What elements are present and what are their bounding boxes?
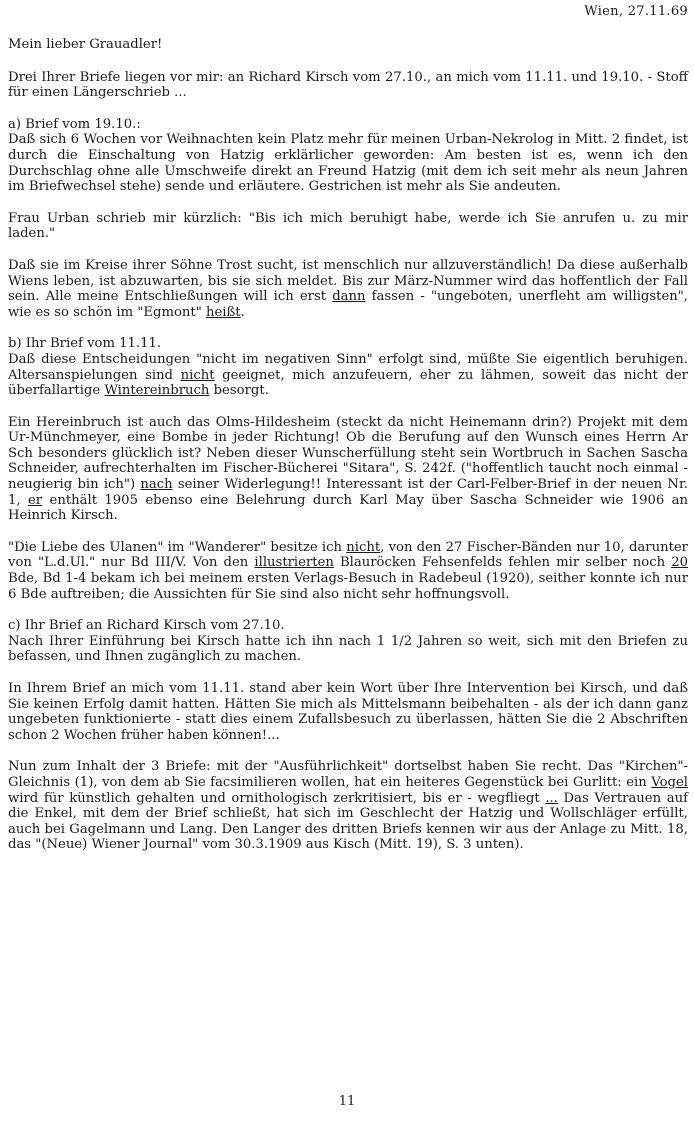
body-paragraph: [8, 634, 688, 665]
text-segment: Nach Ihrer Einführung bei Kirsch hatte ich ihn nach 1 1/2 Jahren so weit, sich mit den Briefen zu befassen, und Ihnen zugänglich zu machen.: [8, 633, 688, 665]
text-segment: fassen - "ungeboten, unerfleht am willigsten", wie es so schön im "Egmont": [8, 289, 688, 320]
text-segment: Ein Hereinbruch ist auch das Olms-Hildesheim (steckt da nicht Heinemann drin?) Projekt mit dem Ur-Münchmeyer, eine Bombe in jeder Richtung! Ob die Berufung auf den Wunsch eines Herrn Ar Sch besonders glücklich ist? Neben dieser Wunscherfüllung steht sein Wortbruch in Sachen Sascha Schneider, aufrechterhalten im Fischer-Bücherei "Sitara", S. 242f. ("hoffentlich taucht noch einmal - neugierig bin ich"): [8, 414, 688, 493]
text-segment: Nun zum Inhalt der 3 Briefe: mit der "Ausführlichkeit" dortselbst haben Sie recht. Das "Kirchen"-Gleichnis (1), von dem ab Sie facsimilieren wollen, hat ein heiteres Gegenstück bei Gurlitt: ein: [8, 759, 688, 790]
underlined-text: ...: [545, 790, 558, 806]
text-segment: Bde, Bd 1-4 bekam ich bei meinem ersten Verlags-Besuch in Radebeul (1920), seither konnte ich nur 6 Bde auftreiben; die Aussichten für Sie sind also nicht sehr hoffnungsvoll.: [8, 571, 688, 602]
underlined-text: Vogel: [651, 774, 688, 790]
underlined-text: nicht: [180, 367, 215, 383]
text-segment: .: [240, 304, 245, 320]
underlined-text: nach: [140, 477, 173, 493]
section-heading: [8, 336, 688, 352]
underlined-text: heißt: [205, 304, 241, 320]
text-segment: "Die Liebe des Ulanen" im "Wanderer" besitze ich: [8, 539, 347, 555]
letter-date: Wien, 27.11.69: [584, 4, 688, 19]
text-segment: In Ihrem Brief an mich vom 11.11. stand aber kein Wort über Ihre Intervention bei Kirsch, und daß Sie keinen Erfolg damit hatten. Hätten Sie mich als Mittelsmann beibehalten - als der ich dann ganz ungebeten funktionierte - statt dies einem Zufallsbesuch zu überlassen, hätten Sie die 2 Abschriften schon 2 Wochen früher haben können!...: [8, 681, 688, 743]
text-segment: c) Ihr Brief an Richard Kirsch vom 27.10.: [8, 618, 285, 634]
body-paragraph: [8, 540, 688, 602]
body-paragraph: [8, 211, 688, 242]
text-segment: wird für künstlich gehalten und ornithologisch zerkritisiert, bis er - wegfliegt: [8, 790, 546, 806]
text-segment: Daß sich 6 Wochen vor Weihnachten kein Platz mehr für meinen Urban-Nekrolog in Mitt. 2 findet, ist durch die Einschaltung von Hatzig erklärlicher geworden: Am besten ist es, wenn ich den Durchschlag ohne alle Umschweife direkt an Freund Hatzig (mit dem ich seit mehr als neun Jahren im Briefwechsel stehe) sende und erläutere. Gestrichen ist mehr als Sie andeuten.: [8, 132, 688, 195]
text-segment: b) Ihr Brief vom 11.11.: [8, 336, 162, 352]
underlined-text: er: [28, 492, 43, 508]
body-paragraph: [8, 70, 688, 101]
text-segment: , von den 27 Fischer-Bänden nur 10, darunter von "L.d.Ul." nur Bd III/V. Von den: [8, 539, 688, 571]
underlined-text: Wintereinbruch: [104, 383, 210, 399]
body-paragraph: [8, 258, 688, 320]
body-paragraph: [8, 681, 688, 743]
body-paragraph: [8, 759, 688, 853]
text-segment: Frau Urban schrieb mir kürzlich: "Bis ich mich beruhigt habe, werde ich Sie anrufen u. zu mir laden.": [8, 210, 688, 242]
text-segment: enthält 1905 ebenso eine Belehrung durch Karl May über Sascha Schneider wie 1906 an Heinrich Kirsch.: [8, 492, 688, 524]
text-segment: Blauröcken Fehsenfelds fehlen mir selber noch: [333, 555, 672, 571]
text-segment: Das Vertrauen auf die Enkel, mit dem der Brief schließt, hat sich im Geschlecht der Hatzig und Wollschläger erfüllt, auch bei Gagelmann und Lang. Den Langer des dritten Briefs kennen wir aus der Anlage zu Mitt. 18, das "(Neue) Wiener Journal" vom 30.3.1909 aus Kisch (Mitt. 19), S. 3 unten).: [8, 790, 688, 853]
salutation: Mein lieber Grauadler!: [8, 37, 163, 52]
text-segment: Daß diese Entscheidungen "nicht im negativen Sinn" erfolgt sind, müßte Sie eigentlich beruhigen. Altersanspielungen sind: [8, 351, 688, 383]
text-segment: Daß sie im Kreise ihrer Söhne Trost sucht, ist menschlich nur allzuverständlich! Da diese außerhalb Wiens leben, ist abzuwarten, bis sie sich meldet. Bis zur März-Nummer wird das hoffentlich der Fall sein. Alle meine Entschließungen will ich erst: [8, 257, 688, 305]
text-segment: geeignet, mich anzufeuern, eher zu lähmen, soweit das nicht der überfallartige: [8, 367, 688, 399]
underlined-text: dann: [332, 289, 366, 305]
text-segment: Drei Ihrer Briefe liegen vor mir: an Richard Kirsch vom 27.10., an mich vom 11.11. und 19.10. - Stoff für einen Längerschrieb ...: [8, 69, 688, 101]
body-paragraph: [8, 415, 688, 524]
text-segment: seiner Widerlegung!! Interessant ist der Carl-Felber-Brief in der neuen Nr. 1,: [8, 477, 688, 508]
text-segment: a) Brief vom 19.10.:: [8, 116, 141, 132]
section-heading: [8, 117, 688, 133]
body-paragraph: [8, 132, 688, 194]
page-number: 11: [338, 1094, 356, 1109]
underlined-text: 20: [671, 555, 688, 571]
underlined-text: nicht: [346, 539, 381, 555]
underlined-text: illustrierten: [254, 555, 334, 571]
text-segment: besorgt.: [209, 383, 269, 399]
body-paragraph: [8, 352, 688, 399]
section-heading: [8, 618, 688, 634]
letter-body: [8, 37, 688, 869]
